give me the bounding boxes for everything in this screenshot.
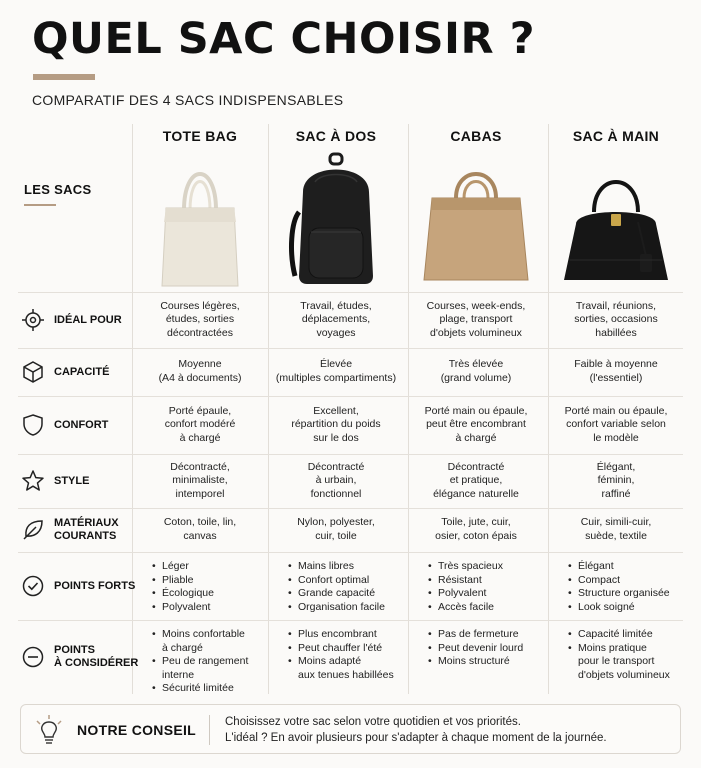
- cell-line: suède, textile: [585, 530, 647, 542]
- cell-line: Porté main ou épaule,: [424, 404, 528, 417]
- cell-line: (A4 à documents): [158, 372, 242, 384]
- cell-line: Décontracté: [447, 460, 505, 473]
- cell-line: intemporel: [175, 487, 225, 500]
- advice-separator: [209, 715, 210, 745]
- corner-label: LES SACS: [24, 182, 92, 197]
- cell-line: Faible à moyenne: [574, 358, 658, 371]
- row-label: [54, 517, 119, 543]
- cell-line: Toile, jute, cuir,: [441, 516, 511, 529]
- table-cell: [132, 292, 268, 348]
- advice-line-1: Choisissez votre sac selon votre quotidien et vos priorités.: [225, 716, 521, 728]
- table-list-cell: [408, 628, 544, 669]
- table-cell: [132, 508, 268, 552]
- row-label-line: CONFORT: [54, 418, 109, 431]
- list-item: • Moins adapté aux tenues habillées: [288, 655, 404, 682]
- cell-line: décontractées: [167, 326, 233, 339]
- list-item: • Moins confortable à chargé: [152, 628, 268, 655]
- cell-line: Porté main ou épaule,: [564, 404, 668, 417]
- table-cell: [548, 454, 684, 508]
- cell-line: Moyenne: [178, 358, 222, 371]
- table-cell: [268, 508, 404, 552]
- list-item: • Pas de fermeture: [428, 628, 544, 642]
- column-header-sac-a-dos: SAC À DOS: [295, 128, 377, 144]
- table-list-cell: [132, 628, 268, 696]
- table-cell: [548, 292, 684, 348]
- cell-line: Coton, toile, lin,: [163, 516, 237, 529]
- advice-text: [225, 714, 607, 746]
- cell-line: Excellent,: [313, 404, 359, 417]
- table-cell: [548, 348, 684, 396]
- list-item: • Structure organisée: [568, 587, 684, 601]
- table-cell: [548, 508, 684, 552]
- row-divider: [18, 620, 683, 621]
- list-item: • Compact: [568, 574, 684, 588]
- cell-line: à chargé: [179, 431, 221, 444]
- lightbulb-icon: [35, 715, 63, 745]
- table-list-cell: [268, 628, 404, 682]
- table-list-cell: [548, 628, 684, 682]
- title-accent-bar: [33, 74, 95, 80]
- cell-line: minimaliste,: [172, 474, 228, 487]
- cell-line: Travail, réunions,: [575, 299, 657, 312]
- minus-circle-icon: [22, 646, 44, 668]
- star-icon: [22, 470, 44, 492]
- row-label-line: IDÉAL POUR: [54, 313, 122, 326]
- corner-accent-bar: [24, 204, 56, 206]
- page-subtitle: COMPARATIF DES 4 SACS INDISPENSABLES: [32, 92, 344, 108]
- table-cell: [408, 292, 544, 348]
- leaf-icon: [22, 519, 44, 541]
- cell-line: sorties, occasions: [574, 313, 658, 326]
- cell-line: Élégant,: [596, 460, 636, 473]
- list-item: • Moins pratique pour le transport d'objets volumineux: [568, 642, 684, 683]
- cell-line: déplacements,: [301, 313, 371, 326]
- cell-line: peut être encombrant: [426, 418, 526, 431]
- cell-line: Nylon, polyester,: [297, 516, 375, 529]
- table-cell: [132, 454, 268, 508]
- list-item: • Moins structuré: [428, 655, 544, 669]
- list-item: • Polyvalent: [428, 587, 544, 601]
- cell-line: (grand volume): [440, 372, 512, 384]
- cell-line: Élevée: [319, 358, 353, 371]
- list-item: • Polyvalent: [152, 601, 268, 615]
- cabas-bag-icon: [408, 152, 544, 288]
- column-header-cabas: CABAS: [450, 128, 502, 144]
- list-item: • Mains libres: [288, 560, 404, 574]
- cell-line: cuir, toile: [315, 530, 357, 542]
- page-title: QUEL SAC CHOISIR ?: [32, 14, 536, 64]
- row-label: [54, 644, 138, 670]
- advice-line-2: L'idéal ? En avoir plusieurs pour s'adapter à chaque moment de la journée.: [225, 732, 607, 744]
- comparison-table: [0, 124, 701, 694]
- cell-line: Porté épaule,: [168, 404, 232, 417]
- cell-line: confort modéré: [164, 418, 236, 431]
- row-label-line: MATÉRIAUX: [54, 517, 119, 529]
- table-cell: [268, 348, 404, 396]
- list-item: • Écologique: [152, 587, 268, 601]
- row-label-line: CAPACITÉ: [54, 365, 110, 378]
- check-circle-icon: [22, 575, 44, 597]
- row-label: [54, 580, 135, 593]
- cell-line: plage, transport: [439, 313, 513, 326]
- table-cell: [268, 292, 404, 348]
- cell-line: osier, coton épais: [435, 530, 517, 542]
- list-item: • Pliable: [152, 574, 268, 588]
- row-label: [54, 366, 109, 379]
- cell-line: (l'essentiel): [589, 372, 643, 384]
- list-item: • Sécurité limitée: [152, 682, 268, 696]
- row-divider: [18, 552, 683, 553]
- advice-title: NOTRE CONSEIL: [77, 722, 197, 738]
- table-list-cell: [132, 560, 268, 614]
- list-item: • Peut chauffer l'été: [288, 642, 404, 656]
- table-list-cell: [548, 560, 684, 614]
- column-header-sac-a-main: SAC À MAIN: [572, 128, 660, 144]
- target-icon: [22, 309, 44, 331]
- row-label-line: COURANTS: [54, 530, 117, 542]
- cell-line: Très élevée: [448, 358, 504, 371]
- list-item: • Léger: [152, 560, 268, 574]
- list-item: • Résistant: [428, 574, 544, 588]
- row-label-line: POINTS FORTS: [54, 579, 136, 592]
- cell-line: le modèle: [593, 431, 639, 444]
- cell-line: sur le dos: [313, 431, 359, 444]
- row-label: [54, 314, 122, 327]
- handbag-icon: [548, 152, 684, 288]
- cell-line: à chargé: [455, 431, 497, 444]
- cell-line: canvas: [183, 530, 217, 542]
- cell-line: études, sorties: [165, 313, 235, 326]
- list-item: • Organisation facile: [288, 601, 404, 615]
- row-label-line: STYLE: [54, 474, 90, 487]
- cell-line: habillées: [595, 326, 637, 339]
- table-cell: [408, 396, 544, 454]
- cell-line: voyages: [316, 326, 356, 339]
- cell-line: (multiples compartiments): [275, 372, 397, 384]
- cell-line: confort variable selon: [566, 418, 666, 431]
- row-label-line: À CONSIDÉRER: [54, 657, 139, 669]
- table-cell: [132, 348, 268, 396]
- cell-line: Travail, études,: [300, 299, 372, 312]
- table-cell: [548, 396, 684, 454]
- cell-line: Décontracté,: [170, 460, 230, 473]
- table-cell: [408, 348, 544, 396]
- table-list-cell: [268, 560, 404, 614]
- list-item: • Élégant: [568, 560, 684, 574]
- table-cell: [408, 454, 544, 508]
- box-icon: [22, 361, 44, 383]
- list-item: • Confort optimal: [288, 574, 404, 588]
- table-cell: [268, 396, 404, 454]
- list-item: • Peut devenir lourd: [428, 642, 544, 656]
- cell-line: d'objets volumineux: [430, 326, 522, 339]
- advice-box: [20, 704, 681, 754]
- cell-line: Décontracté: [307, 460, 365, 473]
- cell-line: raffiné: [601, 487, 631, 500]
- table-cell: [132, 396, 268, 454]
- cell-line: Courses, week-ends,: [426, 299, 526, 312]
- tote-bag-icon: [132, 152, 268, 288]
- cell-line: répartition du poids: [291, 418, 381, 431]
- list-item: • Accès facile: [428, 601, 544, 615]
- list-item: • Peu de rangement interne: [152, 655, 268, 682]
- cell-line: Courses légères,: [160, 299, 240, 312]
- cell-line: fonctionnel: [310, 487, 362, 500]
- row-label-line: POINTS: [54, 644, 95, 656]
- cell-line: et pratique,: [449, 474, 503, 487]
- list-item: • Look soigné: [568, 601, 684, 615]
- column-header-tote-bag: TOTE BAG: [162, 128, 238, 144]
- cell-line: élégance naturelle: [433, 487, 519, 500]
- row-label: [54, 419, 108, 432]
- cell-line: Cuir, simili-cuir,: [580, 516, 652, 529]
- list-item: • Plus encombrant: [288, 628, 404, 642]
- list-item: • Très spacieux: [428, 560, 544, 574]
- cell-line: féminin,: [597, 474, 635, 487]
- table-cell: [268, 454, 404, 508]
- cell-line: à urbain,: [315, 474, 357, 487]
- list-item: • Grande capacité: [288, 587, 404, 601]
- table-cell: [408, 508, 544, 552]
- table-list-cell: [408, 560, 544, 614]
- backpack-icon: [268, 152, 404, 288]
- shield-icon: [22, 414, 44, 436]
- list-item: • Capacité limitée: [568, 628, 684, 642]
- row-label: [54, 475, 89, 488]
